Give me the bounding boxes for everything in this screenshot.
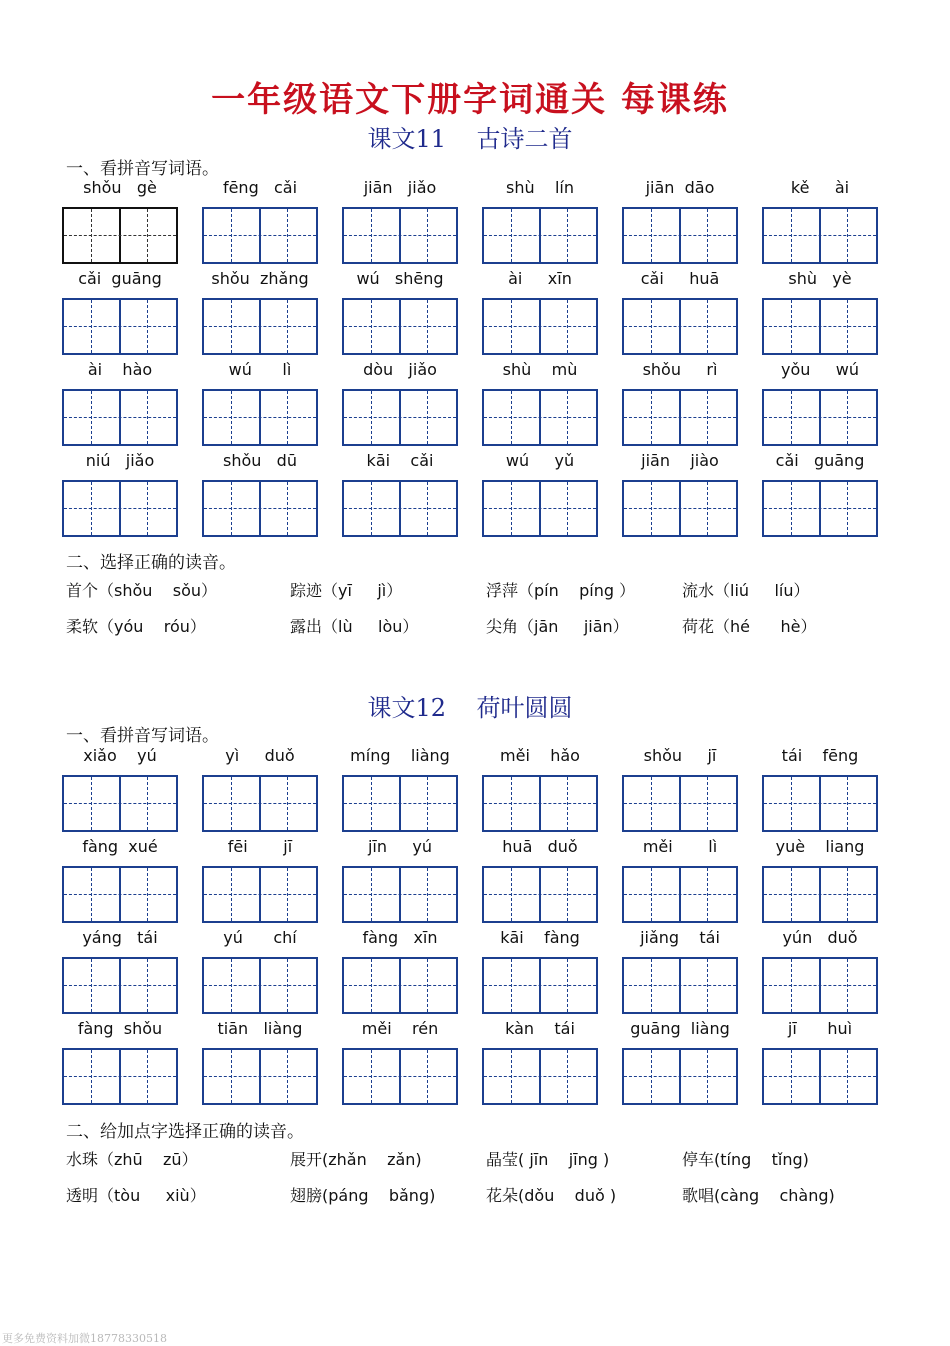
tianzige-writing-box[interactable] — [342, 389, 458, 446]
pronunciation-choice: 歌唱(càng chàng) — [682, 1186, 835, 1205]
pinyin-label: měi hǎo — [500, 746, 580, 765]
word-item — [762, 1019, 878, 1109]
pinyin-label: kāi fàng — [500, 928, 580, 947]
pinyin-label: shǒu dū — [223, 451, 297, 470]
tianzige-writing-box[interactable] — [342, 298, 458, 355]
pronunciation-choice: 水珠（zhū zū） — [66, 1150, 198, 1169]
tianzige-writing-box[interactable] — [482, 207, 598, 264]
tianzige-writing-box[interactable] — [762, 1048, 878, 1105]
tianzige-writing-box[interactable] — [762, 957, 878, 1014]
tianzige-writing-box[interactable] — [202, 480, 318, 537]
tianzige-writing-box[interactable] — [482, 298, 598, 355]
word-item — [342, 178, 458, 268]
word-item — [482, 451, 598, 541]
pinyin-label: yáng tái — [82, 928, 158, 947]
word-item — [342, 1019, 458, 1109]
tianzige-writing-box[interactable] — [342, 775, 458, 832]
pronunciation-choice: 浮萍（pín píng ） — [486, 581, 636, 600]
pinyin-label: ài xīn — [508, 269, 572, 288]
pinyin-label: fàng xué — [82, 837, 158, 856]
word-item — [342, 269, 458, 359]
pinyin-label: jiān jiǎo — [363, 178, 437, 197]
pinyin-label: shǒu gè — [83, 178, 157, 197]
section-heading-choose-pronunciation: 二、选择正确的读音。 — [66, 553, 236, 573]
word-item — [482, 928, 598, 1018]
word-item — [762, 269, 878, 359]
pinyin-label: niú jiǎo — [85, 451, 155, 470]
section-heading-write-words: 一、看拼音写词语。 — [66, 726, 219, 746]
pinyin-label: yún duǒ — [782, 928, 858, 947]
tianzige-writing-box[interactable] — [62, 207, 178, 264]
tianzige-writing-box[interactable] — [762, 775, 878, 832]
word-item — [622, 928, 738, 1018]
tianzige-writing-box[interactable] — [482, 480, 598, 537]
tianzige-writing-box[interactable] — [62, 298, 178, 355]
tianzige-writing-box[interactable] — [482, 1048, 598, 1105]
pinyin-label: shù lín — [506, 178, 574, 197]
pronunciation-choice: 花朵(dǒu duǒ ) — [486, 1186, 617, 1205]
word-item — [202, 178, 318, 268]
pinyin-label: jiǎng tái — [640, 928, 720, 947]
section-heading-choose-pronunciation: 二、给加点字选择正确的读音。 — [66, 1122, 304, 1142]
pinyin-label: měi rén — [361, 1019, 439, 1038]
pinyin-label: huā duǒ — [502, 837, 578, 856]
tianzige-writing-box[interactable] — [62, 480, 178, 537]
pinyin-label: tiān liàng — [217, 1019, 303, 1038]
lesson-title-12: 课文12 荷叶圆圆 — [367, 694, 573, 722]
word-item — [202, 451, 318, 541]
pinyin-label: tái fēng — [781, 746, 859, 765]
tianzige-writing-box[interactable] — [202, 866, 318, 923]
pronunciation-choice: 荷花（hé hè） — [682, 617, 817, 636]
pinyin-label: cǎi huā — [640, 269, 720, 288]
pinyin-label: dòu jiǎo — [363, 360, 437, 379]
word-item — [622, 1019, 738, 1109]
pinyin-label: míng liàng — [350, 746, 450, 765]
pinyin-label: kě ài — [790, 178, 850, 197]
word-item — [482, 269, 598, 359]
pronunciation-choice: 晶莹( jīn jīng ) — [486, 1150, 610, 1169]
pinyin-label: yǒu wú — [780, 360, 860, 379]
word-item — [482, 360, 598, 450]
pinyin-label: jī huì — [787, 1019, 853, 1038]
tianzige-writing-box[interactable] — [622, 1048, 738, 1105]
pronunciation-choice: 踪迹（yī jì） — [290, 581, 403, 600]
tianzige-writing-box[interactable] — [622, 775, 738, 832]
tianzige-writing-box[interactable] — [762, 480, 878, 537]
pinyin-label: fàng shǒu — [77, 1019, 163, 1038]
tianzige-writing-box[interactable] — [482, 957, 598, 1014]
word-item — [622, 178, 738, 268]
tianzige-writing-box[interactable] — [622, 957, 738, 1014]
tianzige-writing-box[interactable] — [62, 775, 178, 832]
word-item — [202, 269, 318, 359]
pronunciation-choice: 展开(zhǎn zǎn) — [290, 1150, 422, 1169]
tianzige-writing-box[interactable] — [762, 207, 878, 264]
tianzige-writing-box[interactable] — [482, 389, 598, 446]
pronunciation-choice: 流水（liú líu） — [682, 581, 810, 600]
word-item — [62, 451, 178, 541]
word-item — [622, 360, 738, 450]
word-item — [482, 746, 598, 836]
pinyin-label: shǒu jī — [643, 746, 717, 765]
word-item — [342, 928, 458, 1018]
tianzige-writing-box[interactable] — [62, 866, 178, 923]
word-item — [202, 837, 318, 927]
pinyin-label: cǎi guāng — [775, 451, 865, 470]
word-item — [762, 451, 878, 541]
tianzige-writing-box[interactable] — [762, 389, 878, 446]
word-item — [482, 837, 598, 927]
word-item — [622, 269, 738, 359]
word-item — [622, 451, 738, 541]
pronunciation-choice: 停车(tíng tǐng) — [682, 1150, 809, 1169]
tianzige-writing-box[interactable] — [62, 389, 178, 446]
word-item — [202, 746, 318, 836]
pinyin-label: shǒu zhǎng — [211, 269, 309, 288]
word-item — [342, 837, 458, 927]
word-item — [62, 746, 178, 836]
page-title: 一年级语文下册字词通关 每课练 — [211, 80, 729, 120]
word-item — [342, 746, 458, 836]
tianzige-writing-box[interactable] — [342, 480, 458, 537]
tianzige-writing-box[interactable] — [762, 298, 878, 355]
tianzige-writing-box[interactable] — [762, 866, 878, 923]
tianzige-writing-box[interactable] — [342, 207, 458, 264]
pronunciation-choice: 露出（lù lòu） — [290, 617, 419, 636]
pinyin-label: xiǎo yú — [83, 746, 157, 765]
tianzige-writing-box[interactable] — [62, 957, 178, 1014]
word-item — [342, 360, 458, 450]
tianzige-writing-box[interactable] — [202, 207, 318, 264]
pinyin-label: wú yǔ — [505, 451, 575, 470]
pinyin-label: jiān dāo — [645, 178, 715, 197]
word-item — [762, 837, 878, 927]
pinyin-label: shǒu rì — [642, 360, 718, 379]
pinyin-label: shù mù — [502, 360, 578, 379]
pronunciation-choice: 首个（shǒu sǒu） — [66, 581, 218, 600]
tianzige-writing-box[interactable] — [622, 866, 738, 923]
word-item — [762, 928, 878, 1018]
pinyin-label: ài hào — [87, 360, 153, 379]
pinyin-label: wú shēng — [356, 269, 444, 288]
pronunciation-choice: 透明（tòu xiù） — [66, 1186, 206, 1205]
tianzige-writing-box[interactable] — [622, 298, 738, 355]
word-item — [482, 1019, 598, 1109]
pinyin-label: jīn yú — [367, 837, 433, 856]
pronunciation-choice: 柔软（yóu róu） — [66, 617, 206, 636]
tianzige-writing-box[interactable] — [342, 866, 458, 923]
tianzige-writing-box[interactable] — [202, 389, 318, 446]
tianzige-writing-box[interactable] — [622, 207, 738, 264]
word-item — [62, 178, 178, 268]
tianzige-writing-box[interactable] — [202, 1048, 318, 1105]
word-item — [762, 746, 878, 836]
word-item — [62, 1019, 178, 1109]
lesson-title-11: 课文11 古诗二首 — [367, 125, 573, 153]
tianzige-writing-box[interactable] — [622, 480, 738, 537]
pinyin-label: cǎi guāng — [78, 269, 162, 288]
tianzige-writing-box[interactable] — [202, 957, 318, 1014]
pinyin-label: yì duǒ — [225, 746, 295, 765]
tianzige-writing-box[interactable] — [202, 775, 318, 832]
pinyin-label: fàng xīn — [362, 928, 438, 947]
pinyin-label: fēi jī — [227, 837, 293, 856]
pinyin-label: kāi cǎi — [366, 451, 434, 470]
tianzige-writing-box[interactable] — [62, 1048, 178, 1105]
section-heading-write-words: 一、看拼音写词语。 — [66, 159, 219, 179]
tianzige-writing-box[interactable] — [622, 389, 738, 446]
word-item — [62, 360, 178, 450]
tianzige-writing-box[interactable] — [202, 298, 318, 355]
word-item — [762, 178, 878, 268]
word-item — [202, 1019, 318, 1109]
pinyin-label: měi lì — [642, 837, 718, 856]
pinyin-label: shù yè — [788, 269, 852, 288]
pinyin-label: yuè liang — [775, 837, 865, 856]
pronunciation-choice: 翅膀(páng bǎng) — [290, 1186, 436, 1205]
word-item — [762, 360, 878, 450]
word-item — [62, 837, 178, 927]
pinyin-label: wú lì — [228, 360, 292, 379]
pronunciation-choice: 尖角（jān jiān） — [486, 617, 629, 636]
word-item — [62, 928, 178, 1018]
pinyin-label: guāng liàng — [630, 1019, 730, 1038]
word-item — [62, 269, 178, 359]
word-item — [622, 746, 738, 836]
tianzige-writing-box[interactable] — [482, 775, 598, 832]
word-item — [342, 451, 458, 541]
tianzige-writing-box[interactable] — [482, 866, 598, 923]
word-item — [202, 360, 318, 450]
pinyin-label: fēng cǎi — [222, 178, 298, 197]
pinyin-label: jiān jiào — [641, 451, 719, 470]
tianzige-writing-box[interactable] — [342, 957, 458, 1014]
tianzige-writing-box[interactable] — [342, 1048, 458, 1105]
pinyin-label: yú chí — [223, 928, 297, 947]
pinyin-label: kàn tái — [505, 1019, 575, 1038]
word-item — [482, 178, 598, 268]
word-item — [202, 928, 318, 1018]
word-item — [622, 837, 738, 927]
watermark: 更多免费资料加微18778330518 — [2, 1332, 167, 1345]
